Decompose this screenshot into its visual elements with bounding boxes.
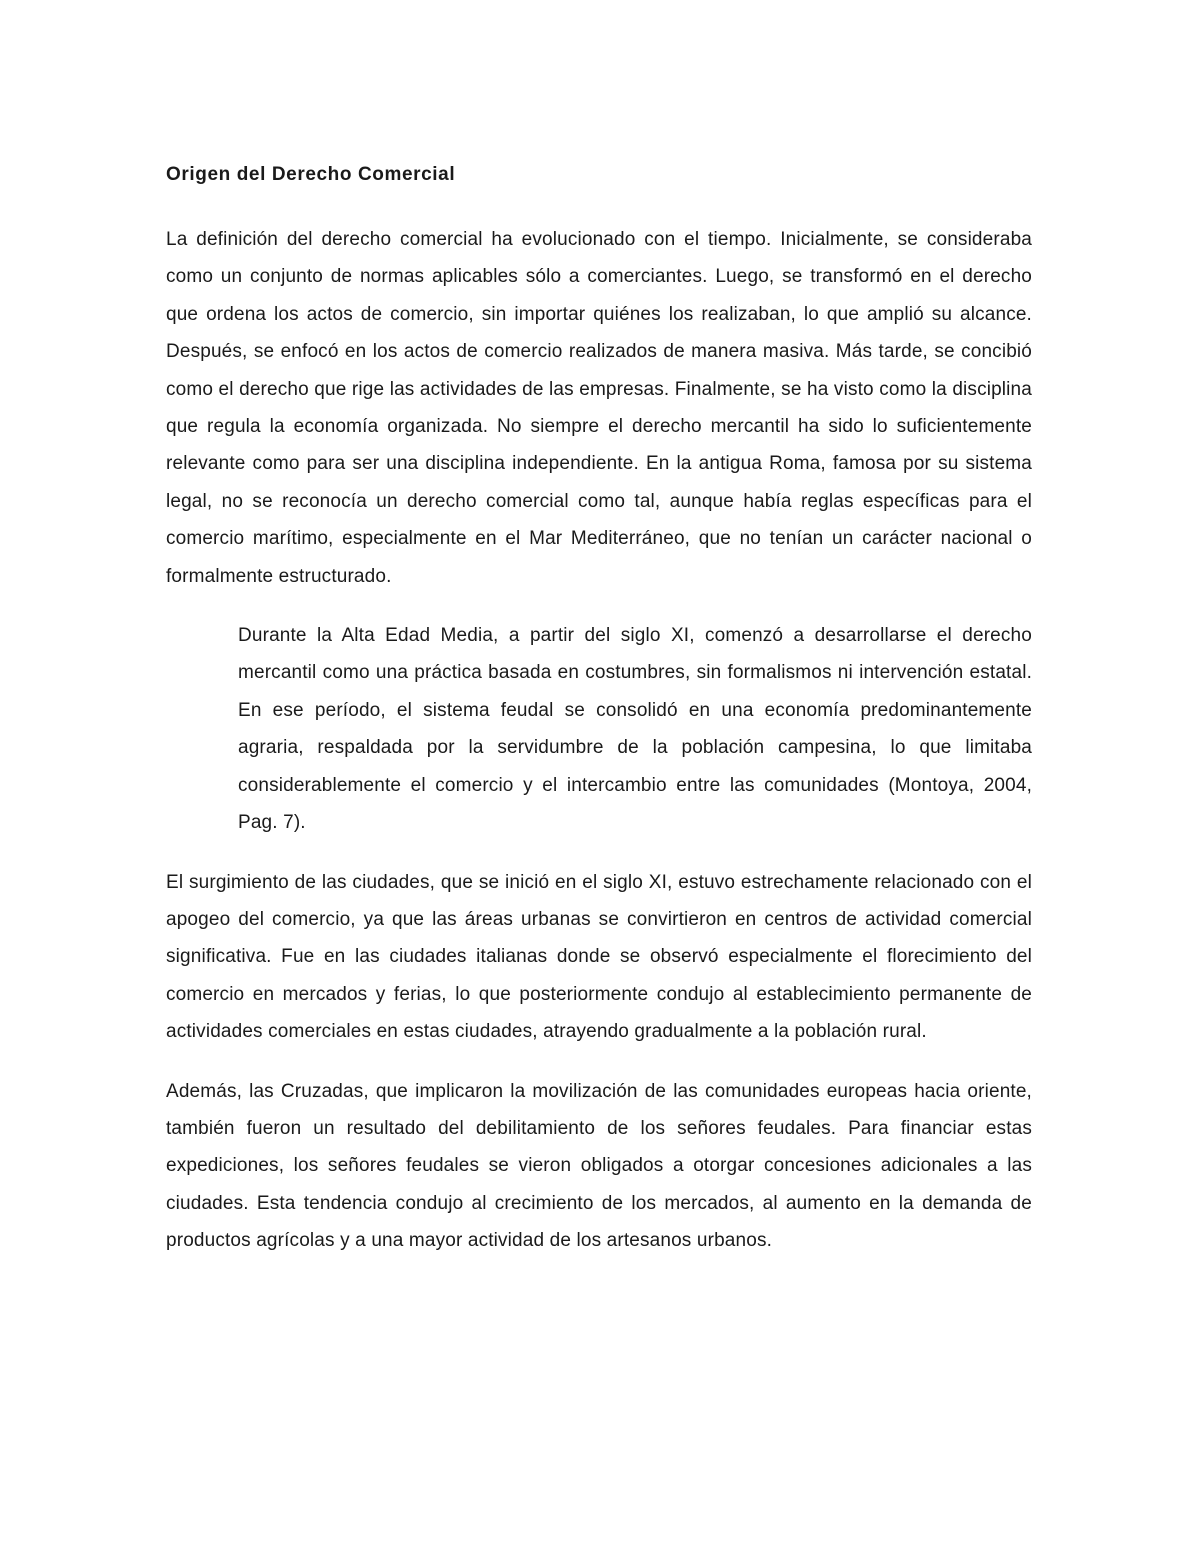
paragraph-surgimiento-ciudades: El surgimiento de las ciudades, que se inició en el siglo XI, estuvo estrechamente relacionado con el apogeo del comercio, ya que las áreas urbanas se convirtieron en centros de actividad comercial significativa. Fue en las ciudades italianas donde se observó especialmente el florecimiento del comercio en mercados y ferias, lo que posteriormente condujo al establecimiento permanente de actividades comerciales en estas ciudades, atrayendo gradualmente a la población rural. [166,871,1032,1043]
document-title: Origen del Derecho Comercial [166,164,456,185]
paragraph-cruzadas: Además, las Cruzadas, que implicaron la movilización de las comunidades europeas hacia oriente, también fueron un resultado del debilitamiento de los señores feudales. Para financiar estas expediciones, los señores feudales se vieron obligados a otorgar concesiones adicionales a las ciudades. Esta tendencia condujo al crecimiento de los mercados, al aumento en la demanda de productos agrícolas y a una mayor actividad de los artesanos urbanos. [166,1080,1032,1252]
document-body [166,160,1032,1260]
block-quote-alta-edad-media: Durante la Alta Edad Media, a partir del siglo XI, comenzó a desarrollarse el derecho mercantil como una práctica basada en costumbres, sin formalismos ni intervención estatal. En ese período, el sistema feudal se consolidó en una economía predominantemente agraria, respaldada por la servidumbre de la población campesina, lo que limitaba considerablemente el comercio y el intercambio entre las comunidades (Montoya, 2004, Pag. 7). [238,625,1032,834]
paragraph-definition: La definición del derecho comercial ha evolucionado con el tiempo. Inicialmente, se consideraba como un conjunto de normas aplicables sólo a comerciantes. Luego, se transformó en el derecho que ordena los actos de comercio, sin importar quiénes los realizaban, lo que amplió su alcance. Después, se enfocó en los actos de comercio realizados de manera masiva. Más tarde, se concibió como el derecho que rige las actividades de las empresas. Finalmente, se ha visto como la disciplina que regula la economía organizada. No siempre el derecho mercantil ha sido lo suficientemente relevante como para ser una disciplina independiente. En la antigua Roma, famosa por su sistema legal, no se reconocía un derecho comercial como tal, aunque había reglas específicas para el comercio marítimo, especialmente en el Mar Mediterráneo, que no tenían un carácter nacional o formalmente estructurado. [166,229,1032,587]
